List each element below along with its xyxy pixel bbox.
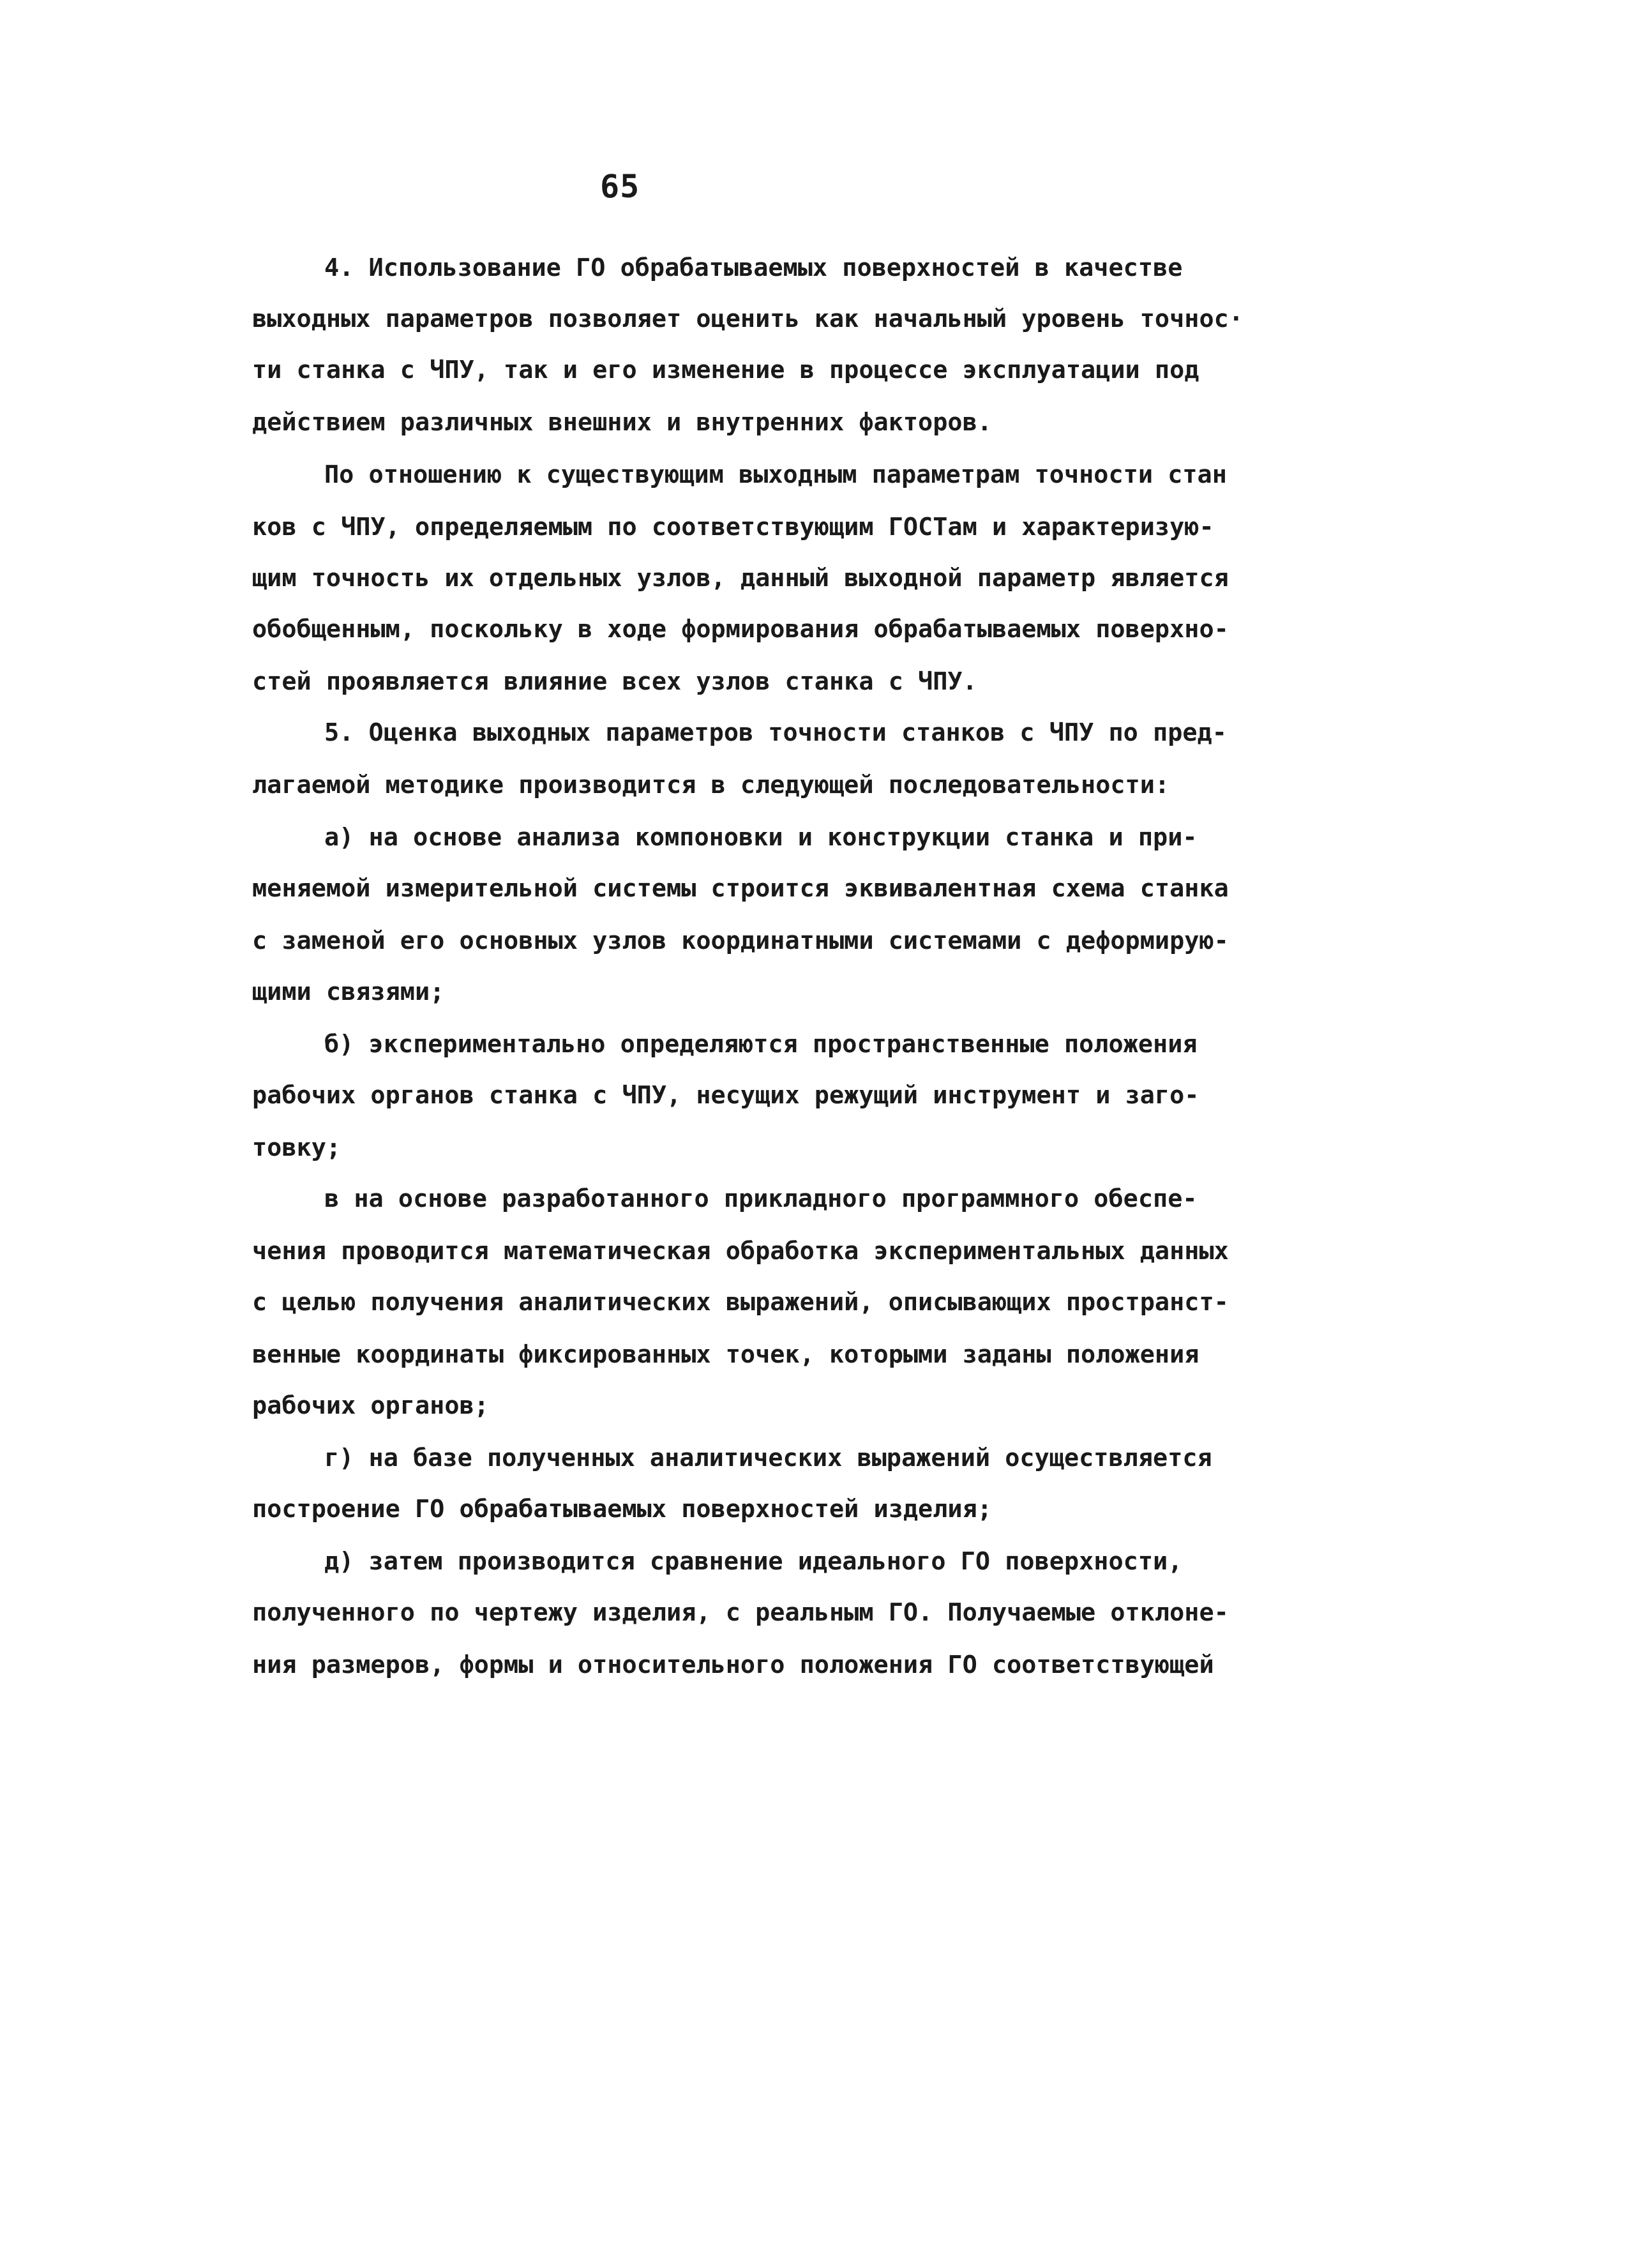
- text-line: действием различных внешних и внутренних факторов.: [252, 408, 992, 437]
- text-line: меняемой измерительной системы строится эквивалентная схема станка: [252, 874, 1229, 903]
- text-line: с целью получения аналитических выражений, описывающих пространст-: [252, 1288, 1229, 1317]
- text-line: По отношению к существующим выходным параметрам точности стан: [324, 460, 1227, 489]
- text-line: с заменой его основных узлов координатными системами с деформирую-: [252, 926, 1229, 955]
- text-line: построение ГО обрабатываемых поверхностей изделия;: [252, 1495, 992, 1523]
- text-line: чения проводится математическая обработка экспериментальных данных: [252, 1237, 1229, 1266]
- text-line: стей проявляется влияние всех узлов станка с ЧПУ.: [252, 667, 977, 696]
- text-line: венные координаты фиксированных точек, которыми заданы положения: [252, 1340, 1199, 1369]
- text-line: 5. Оценка выходных параметров точности станков с ЧПУ по пред-: [324, 718, 1227, 747]
- text-line: в на основе разработанного прикладного программного обеспе-: [324, 1184, 1198, 1213]
- text-line: ния размеров, формы и относительного положения ГО соответствующей: [252, 1651, 1214, 1679]
- text-line: б) экспериментально определяются пространственные положения: [324, 1030, 1198, 1059]
- text-line: полученного по чертежу изделия, с реальным ГО. Получаемые отклоне-: [252, 1598, 1229, 1627]
- text-line: выходных параметров позволяет оценить как начальный уровень точнос·: [252, 305, 1244, 333]
- text-line: щим точность их отдельных узлов, данный выходной параметр является: [252, 564, 1229, 593]
- page-number: 65: [600, 168, 640, 205]
- text-line: рабочих органов станка с ЧПУ, несущих режущий инструмент и заго-: [252, 1081, 1199, 1110]
- text-line: ти станка с ЧПУ, так и его изменение в процессе эксплуатации под: [252, 356, 1199, 384]
- text-line: ков с ЧПУ, определяемым по соответствующим ГОСТам и характеризую-: [252, 513, 1214, 541]
- text-line: д) затем производится сравнение идеального ГО поверхности,: [324, 1547, 1183, 1576]
- text-line: товку;: [252, 1133, 342, 1162]
- text-line: г) на базе полученных аналитических выражений осуществляется: [324, 1444, 1212, 1472]
- text-line: щими связями;: [252, 978, 445, 1006]
- text-line: рабочих органов;: [252, 1391, 489, 1420]
- text-line: обобщенным, поскольку в ходе формирования обрабатываемых поверхно-: [252, 615, 1229, 644]
- text-line: лагаемой методике производится в следующей последовательности:: [252, 771, 1170, 799]
- text-line: а) на основе анализа компоновки и конструкции станка и при-: [324, 823, 1198, 852]
- text-line: 4. Использование ГО обрабатываемых поверхностей в качестве: [324, 253, 1183, 282]
